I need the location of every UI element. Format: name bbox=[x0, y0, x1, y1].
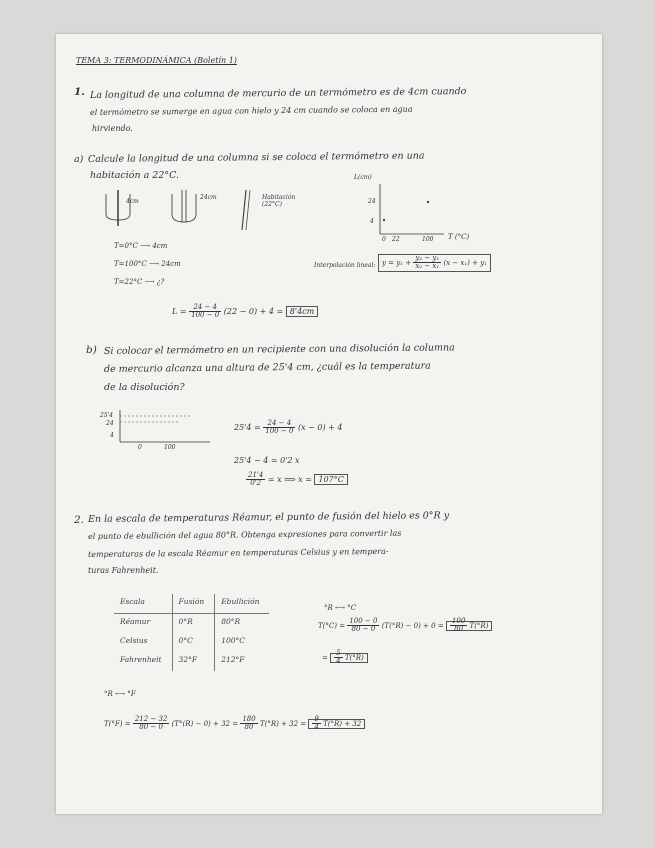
conv-c-den: 80 − 0 bbox=[351, 625, 376, 634]
eq-b-1 bbox=[234, 420, 342, 436]
part-a-label: a) bbox=[74, 154, 84, 165]
calc-a-rhs: (22 − 0) + 4 = bbox=[223, 306, 284, 316]
conv-c-simplified bbox=[322, 650, 368, 666]
conv-c-label: °R ⟷ °C bbox=[324, 604, 357, 612]
conv-c-simpl-num: 5 bbox=[336, 649, 341, 657]
table-cell: 0°R bbox=[172, 614, 215, 634]
result-a: 8'4cm bbox=[286, 306, 318, 317]
problem-2-line-1: En la escala de temperaturas Réamur, el punto de fusión del hielo es 0°R y bbox=[87, 510, 450, 525]
table-cell: 80°R bbox=[221, 617, 241, 626]
conv-f-eq bbox=[104, 716, 365, 732]
label-4cm: 4cm bbox=[126, 198, 139, 205]
graph-b-xtick-0: 0 bbox=[138, 444, 142, 451]
data-a-2: T=100°C ⟶ 24cm bbox=[114, 260, 181, 268]
interpolation-formula bbox=[378, 254, 491, 272]
eq-b-1-den: 100 − 0 bbox=[265, 427, 294, 436]
problem-1-number: 1. bbox=[74, 86, 85, 98]
conv-c-boxed-den: 80 bbox=[454, 625, 464, 634]
calc-a-num: 24 − 4 bbox=[189, 304, 221, 312]
table-cell: 0°C bbox=[172, 633, 215, 652]
conv-f-num2: 180 bbox=[242, 715, 256, 723]
graph-a-xlabel: T (°C) bbox=[448, 233, 470, 241]
label-24cm: 24cm bbox=[200, 194, 217, 201]
table-cell: Réamur bbox=[114, 614, 172, 634]
data-a-3: T=22°C ⟶ ¿? bbox=[114, 278, 165, 286]
graph-a-ytick-24: 24 bbox=[368, 198, 376, 205]
conv-f-mid: (T°(R) − 0) + 32 = bbox=[171, 719, 239, 728]
eq-b-3 bbox=[246, 472, 348, 488]
graph-a-ylabel: L(cm) bbox=[354, 174, 372, 181]
part-a-line-2: habitación a 22°C. bbox=[90, 170, 180, 181]
conv-f-den2: 80 bbox=[244, 723, 254, 732]
part-b-line-2: de mercurio alcanza una altura de 25'4 cm, ¿cuál es la temperatura bbox=[103, 360, 431, 375]
table-header: Ebullición bbox=[215, 594, 270, 614]
interpolation-label: Interpolación lineal: bbox=[314, 262, 376, 269]
label-room: Habitación (22°C) bbox=[262, 194, 296, 208]
conv-f-boxed-num: 9 bbox=[314, 715, 319, 723]
eq-b-1-lhs: 25'4 = bbox=[234, 422, 261, 432]
eq-b-1-rhs: (x − 0) + 4 bbox=[297, 422, 343, 432]
graph-a-xtick-100: 100 bbox=[422, 236, 434, 243]
eq-b-3-rhs: = x ⟹ x = bbox=[267, 474, 312, 484]
conv-c-lhs: T(°C) = bbox=[318, 621, 346, 630]
graph-b-ytick-4: 4 bbox=[110, 432, 114, 439]
interp-den: x₂ − x₁ bbox=[415, 262, 440, 271]
page-title: TEMA 3: TERMODINÁMICA (Boletín 1) bbox=[76, 56, 237, 65]
graph-a-point-2 bbox=[427, 201, 429, 203]
eq-b-3-num: 21'4 bbox=[248, 471, 264, 479]
problem-1-line-3: hirviendo. bbox=[92, 124, 133, 133]
graph-a bbox=[366, 182, 446, 242]
eq-b-3-den: 0'2 bbox=[250, 479, 262, 488]
calc-a-lhs: L = bbox=[172, 306, 187, 316]
part-b-line-3: de la disolución? bbox=[104, 382, 185, 393]
table-row bbox=[114, 633, 269, 652]
result-b: 107°C bbox=[314, 474, 347, 485]
conv-c-num: 100 − 0 bbox=[349, 617, 378, 625]
table-cell: Fahrenheit bbox=[114, 652, 172, 671]
table-cell: Celsius bbox=[114, 633, 172, 652]
interp-num: y₂ − y₁ bbox=[415, 254, 440, 262]
conv-f-boxed-rhs: T(°R) + 32 bbox=[323, 719, 362, 728]
graph-b-ytick-254: 25'4 bbox=[100, 412, 114, 419]
problem-2-line-2: el punto de ebullición del agua 80°R. Obtenga expresiones para convertir las bbox=[87, 528, 402, 541]
conv-f-lhs: T(°F) = bbox=[104, 719, 131, 728]
part-b-line-1: Si colocar el termómetro en un recipiente con una disolución la columna bbox=[103, 342, 455, 357]
graph-b-xtick-100: 100 bbox=[164, 444, 176, 451]
part-a-line-1: Calcule la longitud de una columna si se coloca el termómetro en una bbox=[87, 150, 425, 165]
problem-2-line-4: turas Fahrenheit. bbox=[88, 566, 159, 575]
scales-table bbox=[114, 594, 269, 671]
problem-2-number: 2. bbox=[74, 514, 85, 526]
conv-c-boxed-rhs: T(°R) bbox=[469, 621, 489, 630]
calc-a bbox=[172, 304, 318, 320]
conv-c-boxed-num: 100 bbox=[451, 617, 466, 625]
eq-b-2: 25'4 − 4 = 0'2 x bbox=[234, 456, 300, 465]
table-row bbox=[114, 652, 269, 671]
conv-f-label: °R ⟷ °F bbox=[104, 690, 136, 698]
table-header: Escala bbox=[114, 594, 172, 614]
conv-c-simpl-rhs: T(°R) bbox=[344, 653, 364, 662]
graph-a-point-1 bbox=[383, 219, 385, 221]
eq-b-1-num: 24 − 4 bbox=[263, 420, 295, 428]
graph-b-ytick-24: 24 bbox=[106, 420, 114, 427]
part-b-label: b) bbox=[86, 344, 97, 356]
table-cell: 100°C bbox=[221, 636, 245, 645]
conv-c-eq bbox=[318, 618, 492, 634]
conv-f-boxed-den: 4 bbox=[314, 723, 319, 732]
graph-a-xtick-0: 0 bbox=[382, 236, 386, 243]
data-a-1: T=0°C ⟶ 4cm bbox=[114, 242, 168, 250]
table-cell: 212°F bbox=[221, 655, 245, 664]
interp-rhs: (x − x₁) + y₁ bbox=[443, 258, 487, 267]
table-header: Fusión bbox=[172, 594, 215, 614]
conv-f-den: 80 − 0 bbox=[139, 723, 163, 732]
table-cell: 32°F bbox=[172, 652, 215, 671]
conv-c-mid: (T(°R) − 0) + 0 = bbox=[381, 621, 444, 630]
problem-1-line-1: La longitud de una columna de mercurio de un termómetro es de 4cm cuando bbox=[89, 86, 467, 101]
problem-2-line-3: temperaturas de la escala Réamur en temperaturas Celsius y en tempera- bbox=[87, 546, 389, 559]
notebook-page bbox=[56, 34, 602, 814]
graph-b bbox=[100, 408, 210, 448]
conv-c-simpl-den: 4 bbox=[336, 657, 341, 666]
conv-f-mid2: T(°R) + 32 = bbox=[259, 719, 307, 728]
problem-1-line-2: el termómetro se sumerge en agua con hielo y 24 cm cuando se coloca en agua bbox=[89, 104, 413, 117]
conv-c-simpl-eq: = bbox=[322, 653, 328, 662]
interp-lhs: y = y₁ + bbox=[382, 258, 412, 267]
table-row bbox=[114, 614, 269, 634]
calc-a-den: 100 − 0 bbox=[191, 311, 220, 320]
graph-a-ytick-4: 4 bbox=[370, 218, 374, 225]
graph-a-xtick-22: 22 bbox=[392, 236, 400, 243]
conv-f-num: 212 − 32 bbox=[134, 715, 168, 723]
